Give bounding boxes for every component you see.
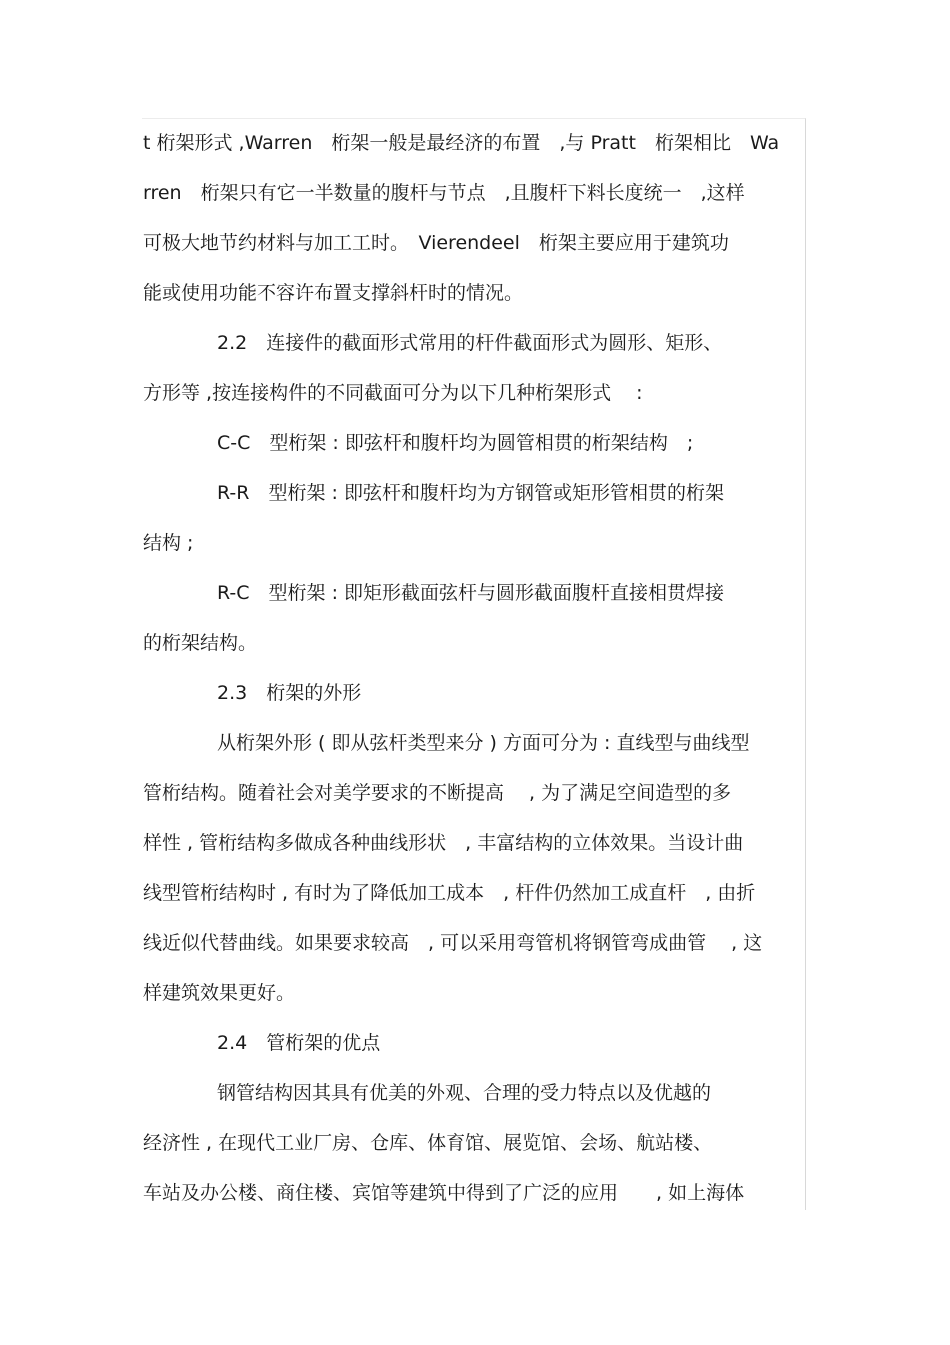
- text-line: 2.3 桁架的外形: [217, 682, 362, 704]
- text-line: 经济性 , 在现代工业厂房、仓库、体育馆、展览馆、会场、航站楼、: [143, 1132, 713, 1154]
- text-line: 的桁架结构。: [143, 632, 258, 654]
- text-line: 2.4 管桁架的优点: [217, 1032, 381, 1054]
- text-line: 2.2 连接件的截面形式常用的杆件截面形式为圆形、矩形、: [217, 332, 723, 354]
- text-line: 线近似代替曲线。如果要求较高 , 可以采用弯管机将钢管弯成曲管 , 这: [143, 932, 763, 954]
- text-line: t 桁架形式 ,Warren 桁架一般是最经济的布置 ,与 Pratt 桁架相比 Wa: [143, 132, 780, 154]
- text-line: 可极大地节约材料与加工工时。 Vierendeel 桁架主要应用于建筑功: [143, 232, 729, 254]
- text-line: 样建筑效果更好。: [143, 982, 296, 1004]
- text-line: 线型管桁结构时 , 有时为了降低加工成本 , 杆件仍然加工成直杆 , 由折: [143, 882, 756, 904]
- text-line: R-R 型桁架 : 即弦杆和腹杆均为方钢管或矩形管相贯的桁架: [217, 482, 724, 504]
- text-line: 样性 , 管桁结构多做成各种曲线形状 , 丰富结构的立体效果。当设计曲: [143, 832, 744, 854]
- text-line: 从桁架外形 ( 即从弦杆类型来分 ) 方面可分为 : 直线型与曲线型: [217, 732, 750, 754]
- text-line: 钢管结构因其具有优美的外观、合理的受力特点以及优越的: [217, 1082, 712, 1104]
- text-line: 管桁结构。随着社会对美学要求的不断提高 , 为了满足空间造型的多: [143, 782, 732, 804]
- text-line: 车站及办公楼、商住楼、宾馆等建筑中得到了广泛的应用 , 如上海体: [143, 1182, 745, 1204]
- text-line: R-C 型桁架 : 即矩形截面弦杆与圆形截面腹杆直接相贯焊接: [217, 582, 725, 604]
- text-line: 结构 ;: [143, 532, 194, 554]
- text-line: 方形等 ,按连接构件的不同截面可分为以下几种桁架形式 :: [143, 382, 643, 404]
- document-body: [143, 118, 807, 1218]
- text-line: 能或使用功能不容许布置支撑斜杆时的情况。: [143, 282, 524, 304]
- text-line: C-C 型桁架 : 即弦杆和腹杆均为圆管相贯的桁架结构 ;: [217, 432, 694, 454]
- text-line: rren 桁架只有它一半数量的腹杆与节点 ,且腹杆下料长度统一 ,这样: [143, 182, 745, 204]
